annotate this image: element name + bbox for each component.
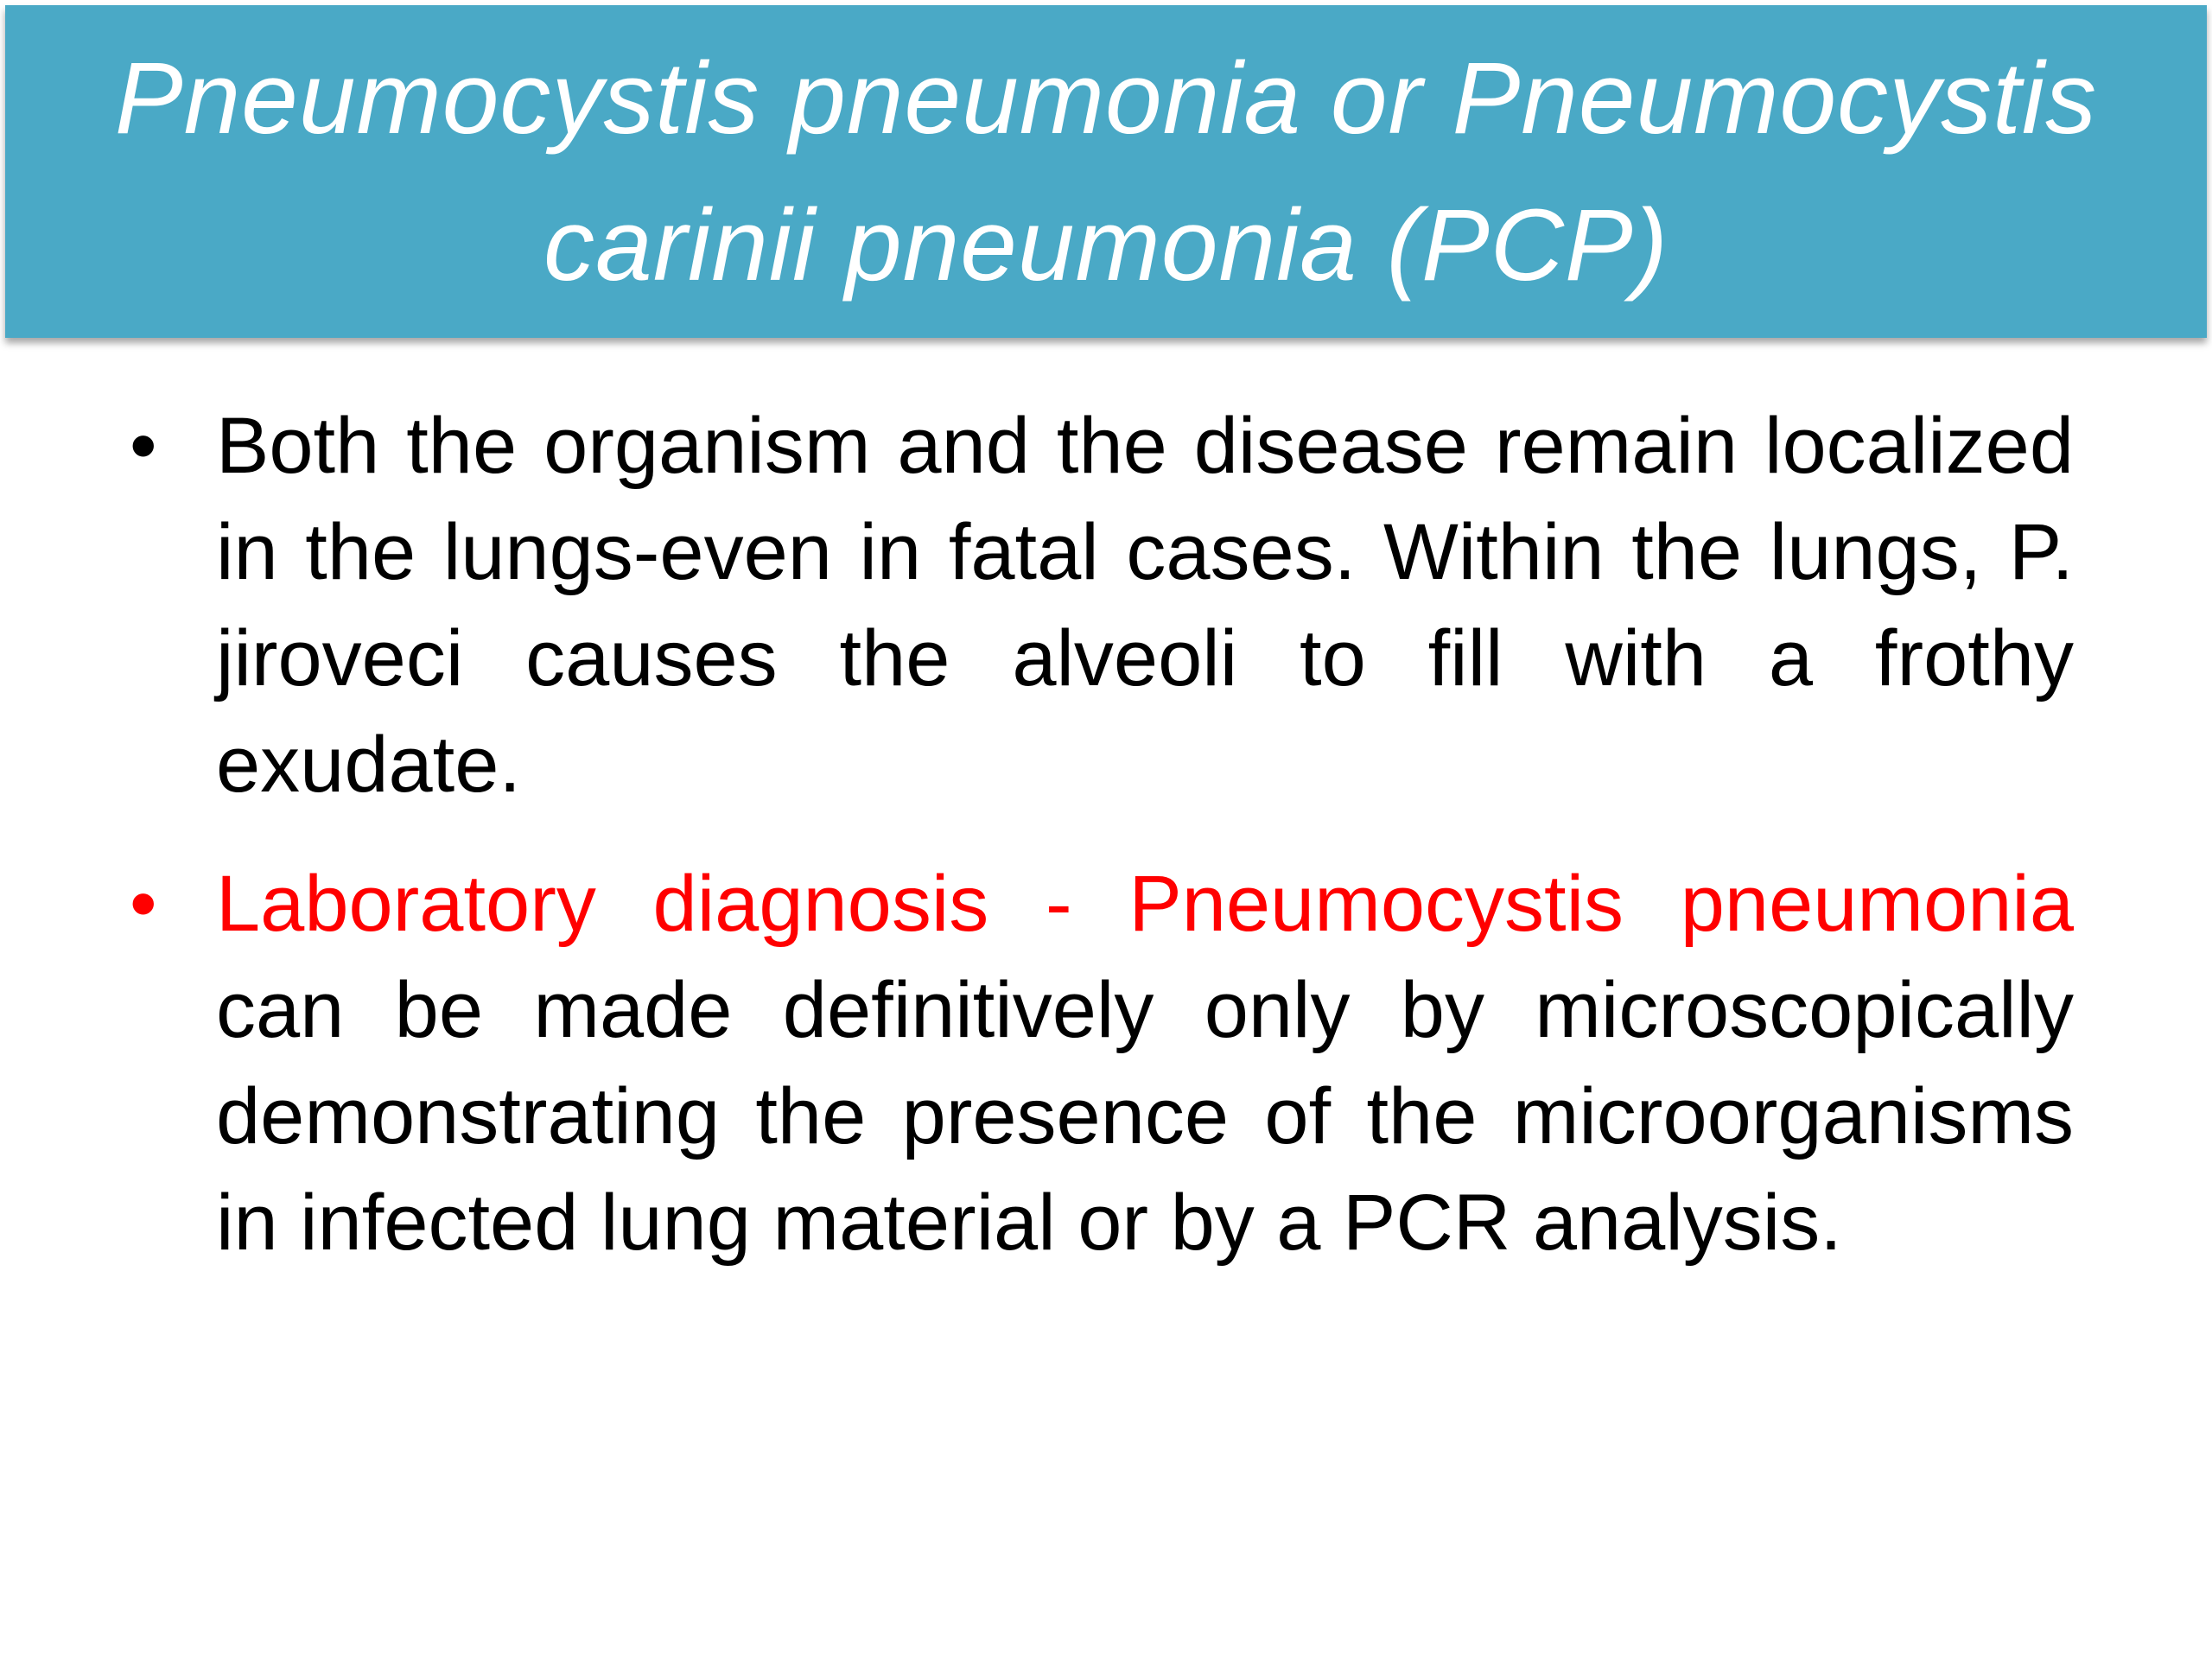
bullet-text-1-body: Both the organism and the disease remain localized in the lungs-even in fatal cases. Within the lungs, P. jiroveci causes the alveoli to fill with a frothy exudate. — [216, 402, 2074, 809]
bullet-text-1 — [216, 393, 2074, 818]
slide-title-line-2: carinii pneumonia (PCP) — [543, 188, 1669, 302]
title-bar — [5, 5, 2207, 338]
bullet-item-1 — [130, 393, 2074, 818]
bullet-highlight: Laboratory diagnosis - Pneumocystis pneumonia — [216, 860, 2074, 948]
bullet-list — [130, 393, 2074, 1309]
bullet-text-2 — [216, 851, 2074, 1276]
slide-title-line-1: Pneumocystis pneumonia or Pneumocystis — [114, 41, 2098, 156]
bullet-marker: • — [130, 403, 157, 489]
slide-title — [17, 25, 2195, 319]
bullet-item-2 — [130, 851, 2074, 1276]
bullet-text-2-body: can be made definitively only by microscopically demonstrating the presence of the microorganisms in infected lung material or by a PCR analysis. — [216, 966, 2074, 1267]
bullet-marker: • — [130, 861, 157, 947]
